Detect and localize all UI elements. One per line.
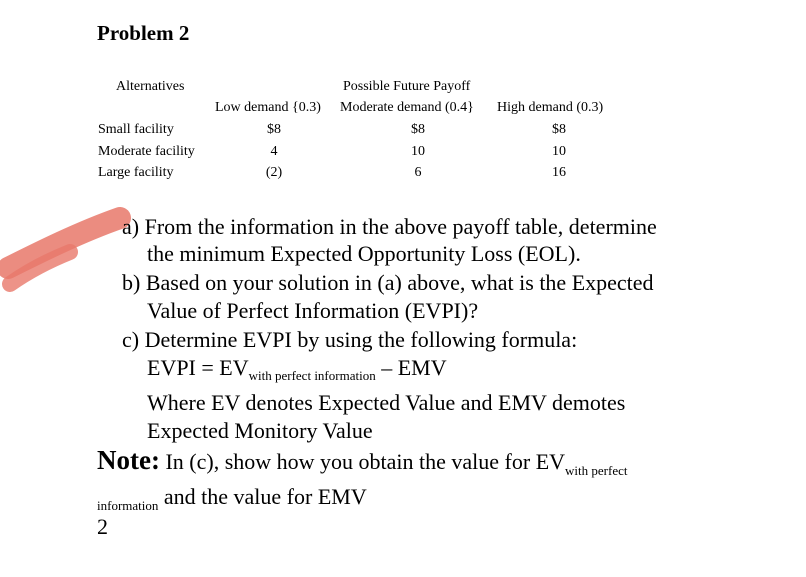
question-b-line1: b) Based on your solution in (a) above, what is the Expected (122, 270, 654, 295)
formula-tail: – EMV (375, 355, 447, 380)
cell-small-moderate: $8 (411, 122, 425, 137)
note-subscript-2: information (97, 498, 159, 513)
where-line1: Where EV denotes Expected Value and EMV demotes (147, 390, 626, 415)
highlighter-mark (0, 200, 140, 310)
row-label-moderate: Moderate facility (98, 144, 195, 159)
page-title: Problem 2 (97, 21, 190, 45)
cell-moderate-high: 10 (552, 144, 566, 159)
page-number: 2 (97, 514, 108, 539)
question-b-line2: Value of Perfect Information (EVPI)? (147, 298, 479, 323)
question-c-line1: c) Determine EVPI by using the following formula: (122, 327, 578, 352)
alternatives-header: Alternatives (116, 79, 185, 94)
question-a-line2: the minimum Expected Opportunity Loss (EOL). (147, 241, 581, 266)
row-label-large: Large facility (98, 165, 174, 180)
evpi-formula (147, 355, 447, 389)
cell-small-low: $8 (267, 122, 281, 137)
column-header-low: Low demand {0.3) (215, 100, 321, 115)
note-line2 (97, 484, 367, 514)
cell-moderate-low: 4 (270, 144, 278, 159)
payoff-header: Possible Future Payoff (343, 79, 471, 94)
note-line1 (97, 445, 628, 479)
note-text-2: and the value for EMV (158, 484, 367, 509)
cell-large-moderate: 6 (414, 165, 422, 180)
note-label: Note: (97, 445, 160, 475)
column-header-high: High demand (0.3) (497, 100, 604, 115)
note-subscript-1: with perfect (565, 463, 628, 478)
formula-subscript: with perfect information (248, 368, 376, 383)
note-text: In (c), show how you obtain the value for EV (159, 449, 566, 474)
cell-large-low: (2) (265, 165, 283, 180)
where-line2: Expected Monitory Value (147, 418, 373, 443)
column-header-moderate: Moderate demand (0.4} (340, 100, 474, 115)
cell-moderate-moderate: 10 (411, 144, 425, 159)
cell-small-high: $8 (552, 122, 566, 137)
question-a-line1: a) From the information in the above payoff table, determine (122, 214, 657, 239)
cell-large-high: 16 (552, 165, 566, 180)
formula-main: EVPI = EV (147, 355, 249, 380)
row-label-small: Small facility (98, 122, 174, 137)
